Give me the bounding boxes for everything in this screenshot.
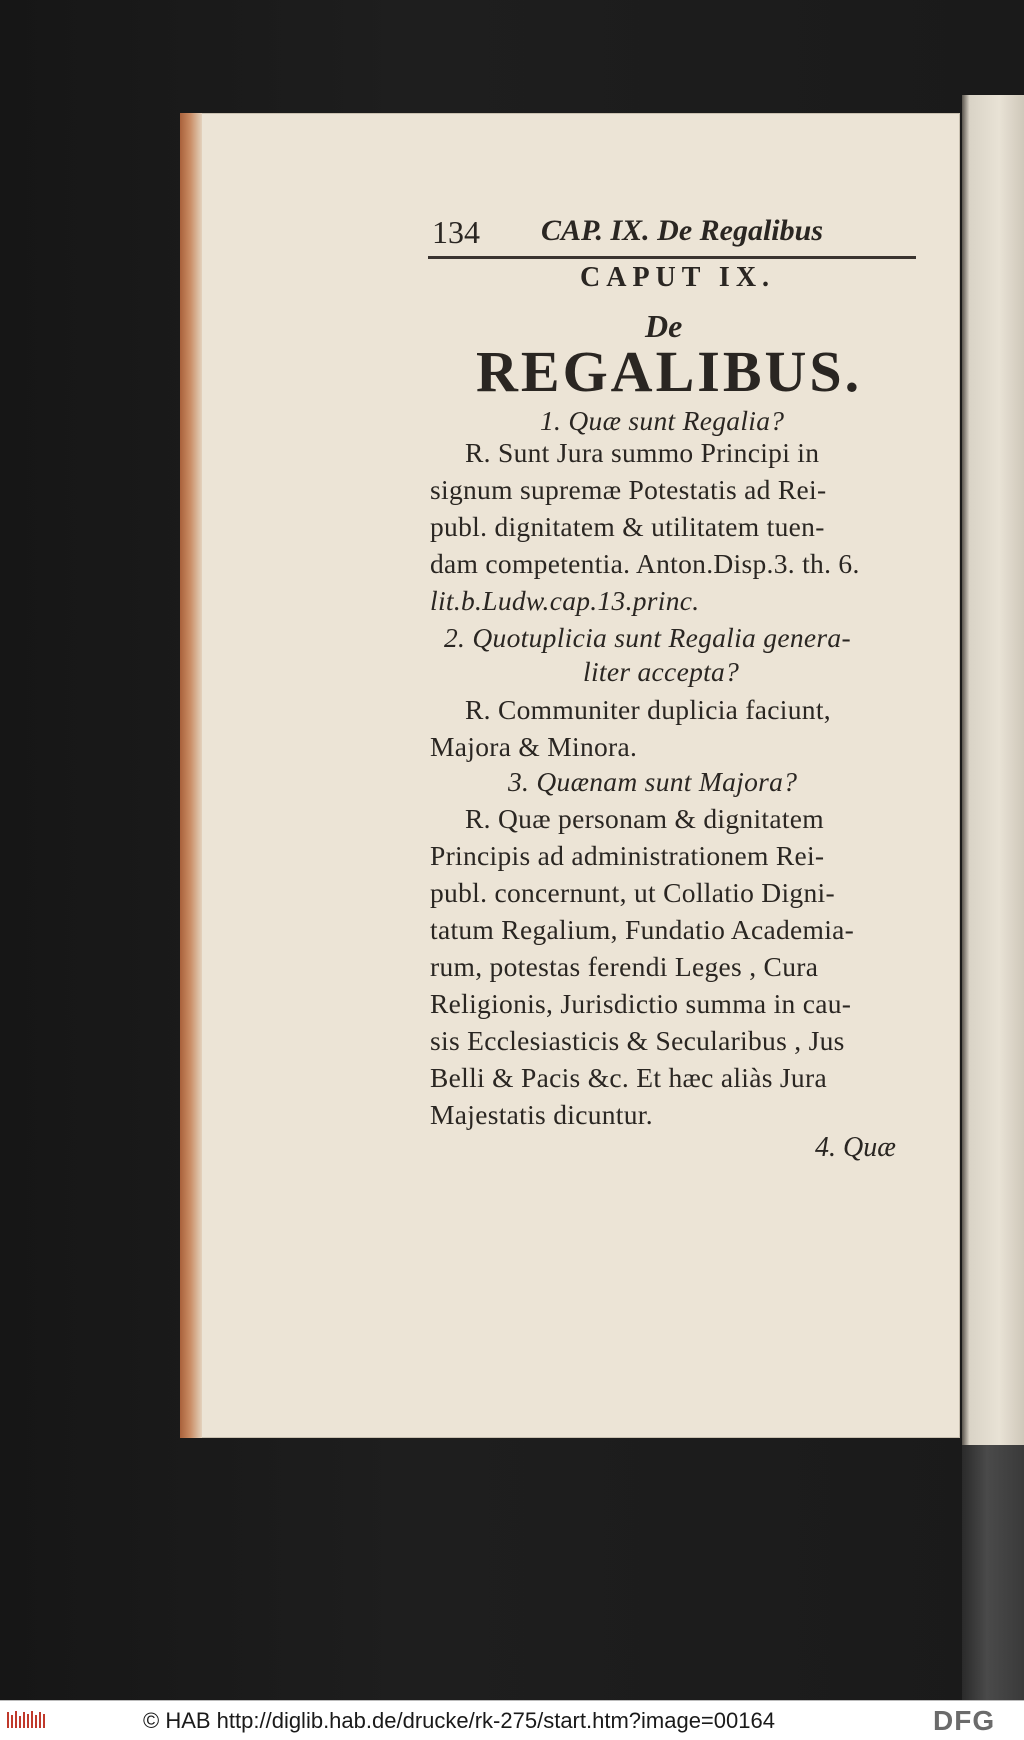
dfg-logo: DFG [933,1705,996,1736]
question-2: 2. Quotuplicia sunt Regalia genera- [444,622,851,653]
answer-line: rum, potestas ferendi Leges , Cura [430,951,819,982]
answer-line: sis Ecclesiasticis & Secularibus , Jus [430,1025,845,1056]
answer-line: tatum Regalium, Fundatio Academia- [430,914,855,945]
answer-line: Majestatis dicuntur. [430,1099,653,1130]
answer-line: Majora & Minora. [430,731,638,762]
answer-line: lit.b.Ludw.cap.13.princ. [430,585,700,616]
answer-line: publ. concernunt, ut Collatio Digni- [430,877,835,908]
answer-line: R. Communiter duplicia faciunt, [465,694,831,725]
answer-line: R. Sunt Jura summo Principi in [465,437,820,468]
adjacent-page-edge [962,95,1024,1700]
answer-line: Religionis, Jurisdictio summa in cau- [430,988,852,1019]
answer-line: Principis ad administrationem Rei- [430,840,825,871]
chapter-label: CAPUT IX. [580,262,776,293]
running-title: CAP. IX. De Regalibus [541,214,823,247]
footer-bar [0,1700,1024,1740]
page-number: 134 [432,214,480,250]
answer-line: R. Quæ personam & dignitatem [465,803,824,834]
catchword: 4. Quæ [815,1132,896,1163]
answer-line: signum supremæ Potestatis ad Rei- [430,474,827,505]
question-2-cont: liter accepta? [583,656,740,687]
copyright-link[interactable]: © HAB http://diglib.hab.de/drucke/rk-275/start.htm?image=00164 [143,1708,775,1733]
question-1: 1. Quæ sunt Regalia? [540,405,785,436]
question-3: 3. Quænam sunt Majora? [508,766,798,797]
answer-line: dam competentia. Anton.Disp.3. th. 6. [430,548,860,579]
chapter-title: REGALIBUS. [476,339,863,404]
hab-logo-icon [6,1709,46,1731]
answer-line: Belli & Pacis &c. Et hæc aliàs Jura [430,1062,827,1093]
title-preposition: De [645,308,683,344]
answer-line: publ. dignitatem & utilitatem tuen- [430,511,825,542]
adjacent-page-shadow [962,1445,1024,1700]
running-head [428,212,916,258]
page-fore-edge [180,113,202,1438]
head-rule [428,256,916,259]
